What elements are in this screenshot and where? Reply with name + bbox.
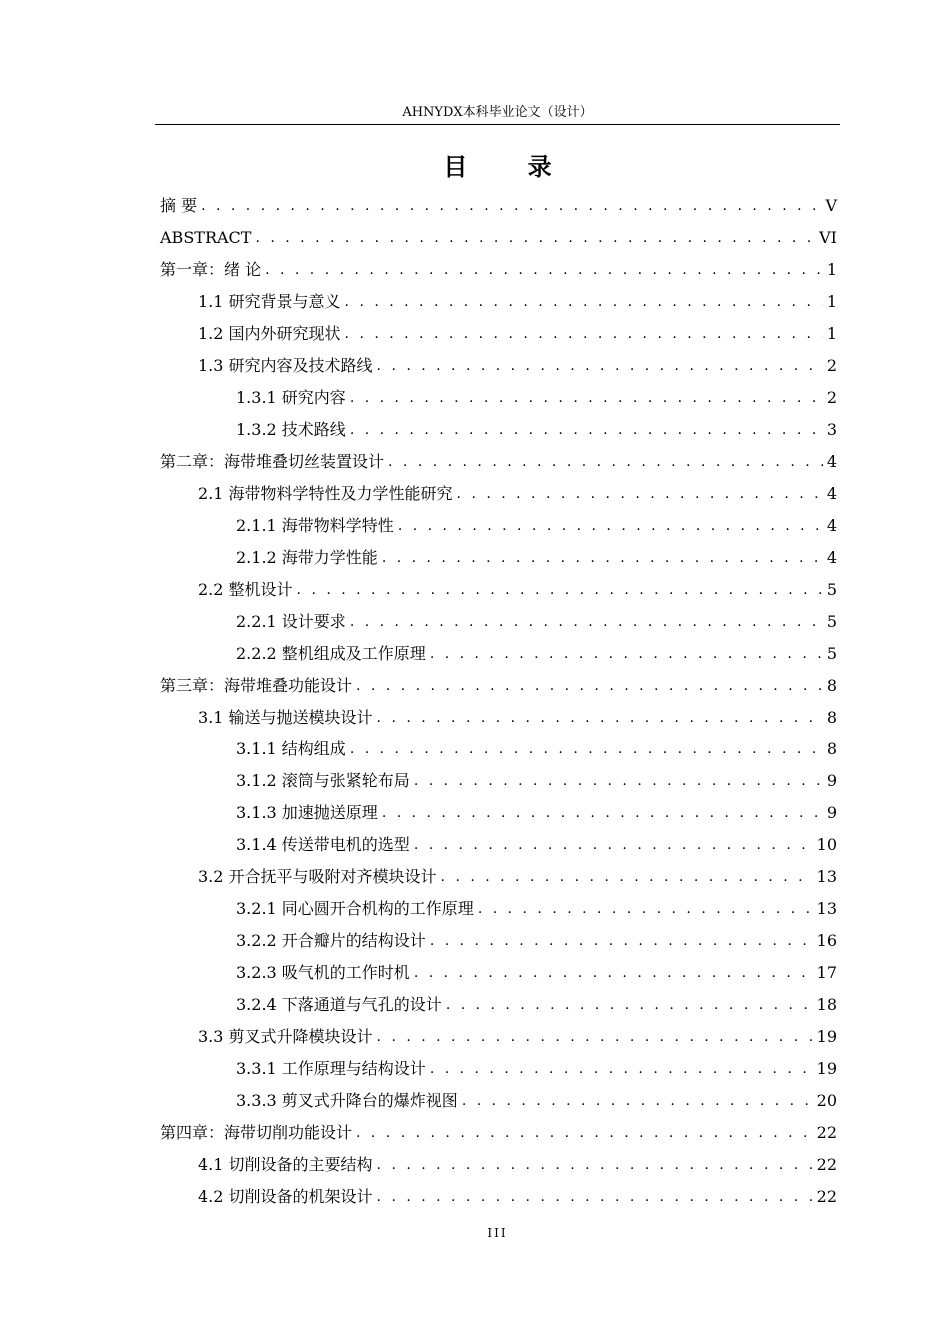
toc-entry-page: 5 [826, 611, 837, 631]
toc-dot-leader [414, 771, 823, 791]
toc-entry[interactable] [236, 1085, 837, 1117]
toc-dot-leader [345, 324, 823, 344]
header-rule [155, 124, 840, 125]
toc-entry-page: 1 [826, 291, 837, 311]
toc-title: 目 录 [443, 153, 578, 181]
toc-entry-label: 3.3.3 剪叉式升降台的爆炸视图 [236, 1091, 458, 1111]
toc-dot-leader [297, 580, 823, 600]
toc-entry[interactable] [236, 382, 837, 414]
toc-entry-label: 3.1.1 结构组成 [236, 739, 346, 759]
toc-entry-label: 第一章：绪 论 [160, 259, 262, 279]
toc-entry-page: 8 [826, 675, 837, 695]
toc-entry[interactable] [236, 1053, 837, 1085]
toc-entry-page: 2 [826, 387, 837, 407]
toc-dot-leader [388, 452, 823, 472]
toc-entry-label: 3.2.4 下落通道与气孔的设计 [236, 995, 442, 1015]
toc-dot-leader [398, 516, 823, 536]
toc-entry[interactable] [236, 797, 837, 829]
toc-entry-page: 13 [816, 867, 837, 887]
toc-entry-page: 8 [826, 739, 837, 759]
toc-entry-page: 9 [826, 803, 837, 823]
toc-entry-label: 第三章：海带堆叠功能设计 [160, 675, 353, 695]
toc-dot-leader [377, 1187, 813, 1207]
toc-entry-page: 8 [826, 707, 837, 727]
toc-entry-label: 2.1.2 海带力学性能 [236, 547, 378, 567]
toc-entry-label: 3.2 开合抚平与吸附对齐模块设计 [198, 867, 437, 887]
toc-dot-leader [377, 708, 823, 728]
toc-dot-leader [350, 420, 823, 440]
toc-dot-leader [350, 612, 823, 632]
toc-entry-page: 4 [826, 515, 837, 535]
toc-entry-label: 2.2.2 整机组成及工作原理 [236, 643, 426, 663]
toc-entry[interactable] [160, 446, 837, 478]
toc-entry-page: 22 [816, 1123, 837, 1143]
toc-dot-leader [377, 356, 823, 376]
toc-dot-leader [382, 548, 823, 568]
toc-dot-leader [345, 292, 823, 312]
toc-entry[interactable] [198, 861, 837, 893]
toc-entry[interactable] [198, 350, 837, 382]
toc-entry-label: 3.3 剪叉式升降模块设计 [198, 1027, 373, 1047]
toc-dot-leader [457, 484, 823, 504]
toc-dot-leader [350, 388, 823, 408]
toc-entry-label: 3.1.2 滚筒与张紧轮布局 [236, 771, 410, 791]
toc-entry-label: 3.3.1 工作原理与结构设计 [236, 1059, 426, 1079]
toc-dot-leader [350, 739, 823, 759]
toc-dot-leader [265, 260, 823, 280]
toc-dot-leader [430, 1059, 813, 1079]
toc-entry[interactable] [198, 478, 837, 510]
toc-dot-leader [478, 899, 813, 919]
toc-dot-leader [255, 228, 815, 248]
toc-entry[interactable] [198, 574, 837, 606]
toc-entry[interactable] [160, 190, 837, 222]
toc-entry[interactable] [198, 702, 837, 734]
toc-dot-leader [377, 1155, 813, 1175]
toc-entry-page: 3 [826, 419, 837, 439]
toc-entry[interactable] [198, 1181, 837, 1213]
toc-entry[interactable] [236, 829, 837, 861]
toc-entry-page: 19 [816, 1027, 837, 1047]
toc-dot-leader [430, 931, 813, 951]
footer-page-number: III [487, 1226, 508, 1240]
toc-entry-label: 1.1 研究背景与意义 [198, 291, 341, 311]
toc-dot-leader [430, 644, 823, 664]
toc-entry[interactable] [236, 542, 837, 574]
toc-entry-page: 5 [826, 579, 837, 599]
toc-entry-page: 22 [816, 1187, 837, 1207]
toc-dot-leader [414, 963, 813, 983]
toc-entry-label: 2.1 海带物料学特性及力学性能研究 [198, 483, 453, 503]
toc-entry-label: 3.1.4 传送带电机的选型 [236, 835, 410, 855]
toc-dot-leader [462, 1091, 813, 1111]
toc-entry-page: 2 [826, 355, 837, 375]
toc-entry-label: 2.2.1 设计要求 [236, 611, 346, 631]
toc-entry-page: 1 [826, 323, 837, 343]
toc-entry[interactable] [236, 510, 837, 542]
toc-entry[interactable] [236, 893, 837, 925]
toc-entry-page: 4 [826, 483, 837, 503]
toc-entry-label: 2.2 整机设计 [198, 579, 293, 599]
toc-entry[interactable] [160, 254, 837, 286]
toc-entry[interactable] [236, 733, 837, 765]
toc-entry-page: 1 [826, 259, 837, 279]
toc-entry[interactable] [236, 638, 837, 670]
toc-entry-page: 19 [816, 1059, 837, 1079]
toc-entry-label: 3.1 输送与抛送模块设计 [198, 707, 373, 727]
toc-entry-page: 9 [826, 771, 837, 791]
toc-entry-label: 摘 要 [160, 196, 198, 215]
toc-entry-page: 20 [816, 1091, 837, 1111]
toc-entry-page: 18 [816, 995, 837, 1015]
toc-entry-page: 16 [816, 931, 837, 951]
toc-entry-label: ABSTRACT [160, 227, 252, 247]
toc-entry[interactable] [236, 989, 837, 1021]
toc-entry-label: 第四章：海带切削功能设计 [160, 1123, 353, 1143]
toc-entry-label: 2.1.1 海带物料学特性 [236, 515, 394, 535]
toc-dot-leader [356, 1123, 813, 1143]
toc-entry[interactable] [236, 606, 837, 638]
toc-entry[interactable] [198, 1149, 837, 1181]
toc-entry-label: 1.3.2 技术路线 [236, 419, 346, 439]
toc-entry-label: 1.2 国内外研究现状 [198, 323, 341, 343]
toc-entry-label: 1.3.1 研究内容 [236, 387, 346, 407]
toc-entry[interactable] [236, 414, 837, 446]
toc-dot-leader [356, 676, 823, 696]
toc-entry-page: 22 [816, 1155, 837, 1175]
toc-entry-label: 3.2.3 吸气机的工作时机 [236, 963, 410, 983]
toc-entry-label: 4.1 切削设备的主要结构 [198, 1155, 373, 1175]
toc-entry[interactable] [160, 222, 837, 254]
toc-entry-label: 1.3 研究内容及技术路线 [198, 355, 373, 375]
toc-dot-leader [446, 995, 813, 1015]
toc-entry-label: 3.1.3 加速抛送原理 [236, 803, 378, 823]
toc-entry-page: 4 [826, 547, 837, 567]
toc-dot-leader [382, 803, 823, 823]
toc-entry-page: VI [819, 227, 837, 247]
toc-entry-label: 第二章：海带堆叠切丝装置设计 [160, 451, 385, 471]
toc-dot-leader [414, 835, 813, 855]
toc-entry-page: V [825, 196, 837, 215]
toc-entry-page: 10 [816, 835, 837, 855]
toc-entry-label: 4.2 切削设备的机架设计 [198, 1187, 373, 1207]
toc-dot-leader [441, 867, 813, 887]
toc-entry[interactable] [236, 957, 837, 989]
toc-dot-leader [377, 1027, 813, 1047]
toc-entry[interactable] [160, 1117, 837, 1149]
toc-entry-label: 3.2.1 同心圆开合机构的工作原理 [236, 899, 474, 919]
toc-entry-label: 3.2.2 开合瓣片的结构设计 [236, 931, 426, 951]
toc-entry[interactable] [236, 765, 837, 797]
toc-entry-page: 17 [816, 963, 837, 983]
toc-entry-page: 4 [826, 451, 837, 471]
toc-dot-leader [201, 196, 821, 216]
toc-entry[interactable] [198, 286, 837, 318]
toc-entry[interactable] [160, 670, 837, 702]
toc-entry-page: 13 [816, 899, 837, 919]
toc-entry-page: 5 [826, 643, 837, 663]
running-header: AHNYDX本科毕业论文（设计） [402, 105, 593, 120]
toc-entry[interactable] [198, 318, 837, 350]
toc-entry[interactable] [198, 1021, 837, 1053]
toc-entry[interactable] [236, 925, 837, 957]
